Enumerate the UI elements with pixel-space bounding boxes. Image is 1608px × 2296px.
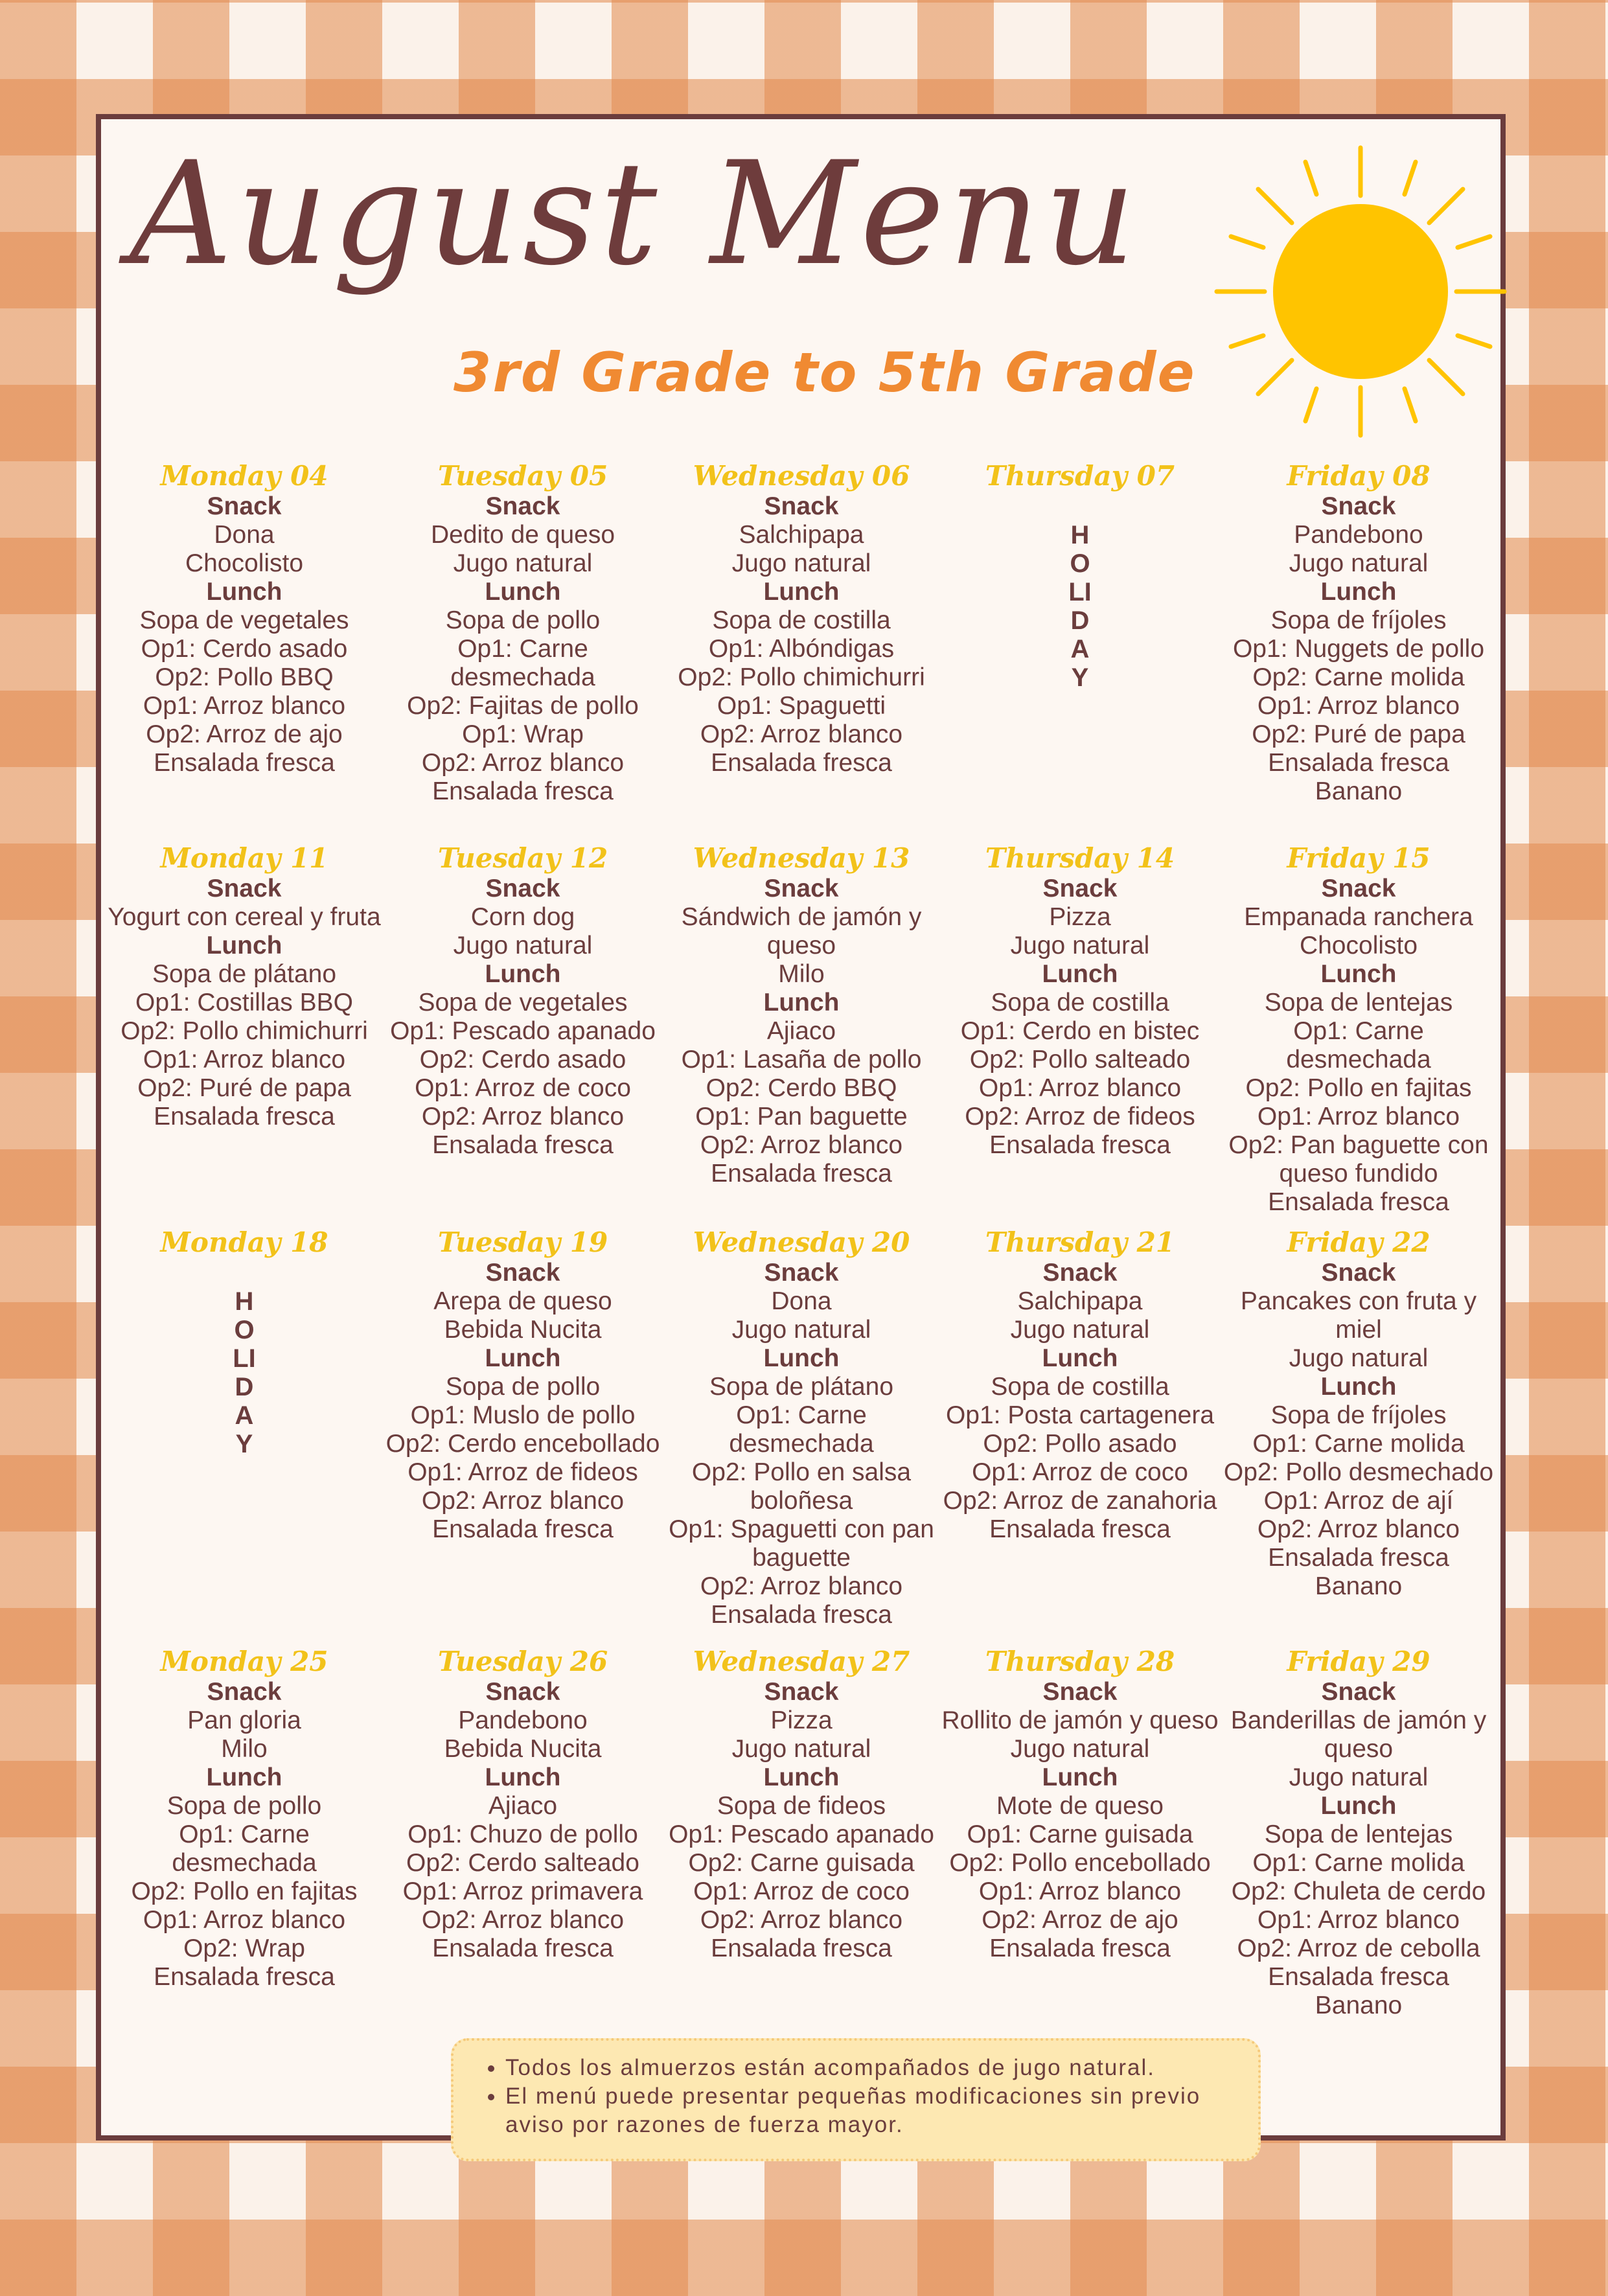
lunch-item: Op1: Carne molida	[1252, 1849, 1465, 1877]
day-name: Friday 29	[1287, 1646, 1430, 1677]
lunch-item: Op1: Nuggets de pollo	[1232, 635, 1485, 663]
lunch-item: Op1: Arroz blanco	[143, 1906, 346, 1934]
lunch-item: Op2: Pollo chimichurri	[678, 663, 925, 691]
snack-item: Salchipapa	[739, 521, 864, 549]
lunch-item: Sopa de fideos	[717, 1792, 886, 1820]
snack-item: Empanada ranchera	[1244, 903, 1473, 931]
snack-heading: Snack	[1321, 1678, 1396, 1706]
day-name: Tuesday 05	[437, 460, 608, 492]
lunch-item: Op1: Carne desmechada	[729, 1401, 874, 1458]
lunch-item: Sopa de vegetales	[139, 606, 349, 634]
lunch-item: Op1: Muslo de pollo	[410, 1401, 636, 1429]
lunch-item: Op2: Pan baguette con queso fundido	[1228, 1131, 1489, 1188]
lunch-item: Op1: Posta cartagenera	[945, 1401, 1215, 1429]
snack-item: Dedito de queso	[430, 521, 615, 549]
day-name: Friday 15	[1287, 842, 1430, 874]
lunch-item: Op2: Pollo desmechado	[1223, 1458, 1494, 1486]
note-item: • Todos los almuerzos están acompañados de jugo natural.	[505, 2054, 1239, 2082]
lunch-item: Op1: Arroz blanco	[1257, 1103, 1460, 1131]
lunch-item: Op2: Carne guisada	[688, 1849, 915, 1877]
lunch-item: Op1: Arroz de coco	[415, 1074, 631, 1102]
lunch-heading: Lunch	[485, 960, 561, 988]
lunch-item: Op2: Arroz blanco	[421, 1487, 625, 1515]
snack-item: Rollito de jamón y queso	[941, 1706, 1219, 1734]
lunch-heading: Lunch	[1320, 578, 1397, 606]
lunch-item: Op2: Arroz de cebolla	[1237, 1934, 1480, 1962]
snack-item: Jugo natural	[1010, 1735, 1150, 1763]
lunch-item: Ensalada fresca	[154, 1103, 335, 1131]
snack-heading: Snack	[485, 1259, 560, 1287]
lunch-item: Op2: Puré de papa	[1252, 720, 1465, 748]
lunch-item: Op1: Arroz primavera	[402, 1877, 643, 1905]
lunch-heading: Lunch	[763, 1763, 840, 1791]
lunch-item: Op1: Spaguetti con pan baguette	[669, 1515, 934, 1572]
day-cell	[384, 1646, 662, 1963]
lunch-heading: Lunch	[485, 578, 561, 606]
snack-item: Milo	[221, 1735, 268, 1763]
lunch-item: Ensalada fresca	[1268, 749, 1449, 777]
note-item: • El menú puede presentar pequeñas modificaciones sin previo aviso por razones de fuerza mayor.	[505, 2082, 1239, 2139]
day-cell	[662, 460, 941, 777]
lunch-item: Op1: Arroz blanco	[1257, 1906, 1460, 1934]
snack-item: Jugo natural	[1010, 932, 1150, 959]
day-name: Wednesday 06	[693, 460, 910, 492]
lunch-item: Op2: Arroz de ajo	[982, 1906, 1178, 1934]
lunch-item: Ensalada fresca	[711, 1160, 892, 1188]
snack-item: Chocolisto	[1299, 932, 1418, 959]
snack-heading: Snack	[485, 492, 560, 520]
lunch-heading: Lunch	[1042, 960, 1118, 988]
day-name: Monday 25	[160, 1646, 328, 1677]
lunch-item: Op2: Pollo BBQ	[155, 663, 334, 691]
lunch-item: Sopa de pollo	[167, 1792, 322, 1820]
lunch-item: Op2: Arroz blanco	[700, 1572, 903, 1600]
snack-item: Arepa de queso	[433, 1287, 612, 1315]
holiday-label: HOLIDAY	[1068, 521, 1092, 692]
lunch-item: Sopa de fríjoles	[1270, 1401, 1447, 1429]
lunch-item: Sopa de fríjoles	[1270, 606, 1447, 634]
lunch-item: Ensalada fresca	[154, 1963, 335, 1991]
lunch-item: Op1: Arroz de ají	[1263, 1487, 1454, 1515]
snack-item: Pizza	[1049, 903, 1111, 931]
lunch-item: Op2: Pollo en salsa boloñesa	[691, 1458, 912, 1515]
snack-heading: Snack	[207, 492, 282, 520]
page-title: August Menu	[130, 131, 1140, 297]
lunch-item: Op2: Pollo asado	[983, 1430, 1177, 1458]
lunch-item: Op2: Pollo encebollado	[949, 1849, 1211, 1877]
snack-item: Yogurt con cereal y fruta	[108, 903, 381, 931]
day-cell	[1219, 460, 1498, 806]
snack-heading: Snack	[207, 1678, 282, 1706]
lunch-item: Op2: Arroz blanco	[700, 1906, 903, 1934]
snack-item: Dona	[214, 521, 275, 549]
lunch-item: Op1: Cerdo asado	[141, 635, 348, 663]
lunch-item: Ensalada fresca	[432, 777, 614, 805]
lunch-item: Sopa de vegetales	[418, 989, 628, 1016]
lunch-item: Op1: Costillas BBQ	[135, 989, 353, 1016]
snack-item: Jugo natural	[1289, 1763, 1429, 1791]
lunch-item: Op1: Arroz blanco	[1257, 692, 1460, 720]
lunch-item: Op1: Albóndigas	[708, 635, 895, 663]
snack-item: Corn dog	[470, 903, 575, 931]
day-cell	[941, 842, 1219, 1160]
lunch-item: Op2: Fajitas de pollo	[407, 692, 639, 720]
lunch-item: Op1: Arroz de fideos	[408, 1458, 638, 1486]
snack-item: Dona	[771, 1287, 832, 1315]
lunch-item: Op2: Cerdo encebollado	[385, 1430, 660, 1458]
lunch-item: Op2: Arroz de fideos	[965, 1103, 1195, 1131]
day-cell	[384, 842, 662, 1160]
snack-item: Jugo natural	[453, 932, 593, 959]
lunch-item: Sopa de costilla	[991, 1373, 1169, 1401]
lunch-item: Banano	[1315, 1992, 1403, 2019]
lunch-item: Op1: Lasaña de pollo	[681, 1046, 922, 1073]
snack-heading: Snack	[485, 1678, 560, 1706]
holiday-label: HOLIDAY	[233, 1287, 256, 1458]
snack-heading: Snack	[1042, 1259, 1118, 1287]
day-name: Monday 11	[160, 842, 328, 874]
day-name: Friday 22	[1287, 1226, 1430, 1258]
lunch-item: Op1: Arroz de coco	[972, 1458, 1188, 1486]
day-cell	[1219, 1646, 1498, 2020]
lunch-item: Sopa de pollo	[445, 606, 601, 634]
lunch-item: Op2: Pollo en fajitas	[131, 1877, 358, 1905]
lunch-heading: Lunch	[485, 1763, 561, 1791]
sun-icon	[1212, 143, 1510, 441]
notes-box	[451, 2038, 1261, 2161]
lunch-item: Op2: Arroz blanco	[700, 1131, 903, 1159]
snack-heading: Snack	[764, 1678, 839, 1706]
snack-heading: Snack	[207, 875, 282, 902]
lunch-heading: Lunch	[206, 578, 282, 606]
day-cell	[1219, 1226, 1498, 1601]
lunch-item: Op1: Arroz de coco	[693, 1877, 910, 1905]
lunch-item: Op2: Cerdo salteado	[406, 1849, 639, 1877]
day-cell	[105, 1226, 384, 1458]
lunch-item: Op1: Arroz blanco	[143, 1046, 346, 1073]
day-cell	[384, 1226, 662, 1544]
lunch-item: Ensalada fresca	[1268, 1963, 1449, 1991]
lunch-item: Ensalada fresca	[1268, 1544, 1449, 1572]
lunch-item: Ajiaco	[766, 1017, 836, 1045]
snack-item: Jugo natural	[1289, 1344, 1429, 1372]
lunch-item: Op1: Carne desmechada	[172, 1820, 317, 1877]
day-name: Tuesday 19	[437, 1226, 608, 1258]
lunch-item: Op2: Arroz blanco	[1257, 1515, 1460, 1543]
snack-item: Bebida Nucita	[444, 1316, 602, 1344]
lunch-item: Op1: Pescado apanado	[669, 1820, 934, 1848]
lunch-item: Ensalada fresca	[432, 1131, 614, 1159]
day-cell	[662, 842, 941, 1188]
lunch-item: Op1: Cerdo en bistec	[960, 1017, 1200, 1045]
snack-heading: Snack	[764, 1259, 839, 1287]
lunch-item: Op2: Arroz de zanahoria	[943, 1487, 1217, 1515]
lunch-item: Op1: Pan baguette	[695, 1103, 908, 1131]
lunch-heading: Lunch	[1320, 1792, 1397, 1820]
lunch-item: Op1: Chuzo de pollo	[408, 1820, 638, 1848]
lunch-item: Sopa de lentejas	[1264, 1820, 1453, 1848]
lunch-item: Op2: Arroz de ajo	[146, 720, 343, 748]
snack-item: Pandebono	[1294, 521, 1423, 549]
lunch-item: Op2: Chuleta de cerdo	[1231, 1877, 1486, 1905]
day-cell	[1219, 842, 1498, 1217]
day-name: Tuesday 26	[437, 1646, 608, 1677]
lunch-heading: Lunch	[1042, 1344, 1118, 1372]
lunch-item: Ensalada fresca	[432, 1515, 614, 1543]
lunch-item: Ensalada fresca	[711, 1934, 892, 1962]
lunch-item: Ensalada fresca	[1268, 1188, 1449, 1216]
day-cell	[105, 842, 384, 1131]
snack-item: Pan gloria	[187, 1706, 301, 1734]
lunch-item: Ensalada fresca	[711, 749, 892, 777]
lunch-item: Op1: Carne desmechada	[1286, 1017, 1431, 1073]
lunch-heading: Lunch	[763, 989, 840, 1016]
day-cell	[105, 460, 384, 777]
day-cell	[384, 460, 662, 806]
lunch-item: Sopa de pollo	[445, 1373, 601, 1401]
lunch-item: Op1: Arroz blanco	[978, 1877, 1182, 1905]
lunch-item: Op2: Wrap	[183, 1934, 305, 1962]
lunch-item: Ensalada fresca	[989, 1934, 1171, 1962]
lunch-item: Mote de queso	[996, 1792, 1164, 1820]
snack-heading: Snack	[485, 875, 560, 902]
day-name: Thursday 21	[985, 1226, 1175, 1258]
day-cell	[662, 1646, 941, 1963]
lunch-item: Op1: Pescado apanado	[390, 1017, 656, 1045]
snack-item: Jugo natural	[1289, 549, 1429, 577]
lunch-item: Sopa de plátano	[152, 960, 337, 988]
snack-item: Bebida Nucita	[444, 1735, 602, 1763]
lunch-item: Sopa de costilla	[712, 606, 891, 634]
day-name: Monday 04	[160, 460, 328, 492]
day-name: Monday 18	[160, 1226, 328, 1258]
lunch-item: Op1: Arroz blanco	[978, 1074, 1182, 1102]
day-name: Thursday 14	[985, 842, 1175, 874]
snack-item: Jugo natural	[731, 549, 871, 577]
day-name: Wednesday 20	[693, 1226, 910, 1258]
lunch-heading: Lunch	[206, 1763, 282, 1791]
snack-item: Chocolisto	[185, 549, 304, 577]
lunch-item: Op2: Pollo en fajitas	[1245, 1074, 1472, 1102]
day-cell	[105, 1646, 384, 1992]
snack-item: Jugo natural	[731, 1735, 871, 1763]
snack-item: Milo	[778, 960, 825, 988]
lunch-item: Op1: Arroz blanco	[143, 692, 346, 720]
snack-heading: Snack	[764, 492, 839, 520]
lunch-heading: Lunch	[206, 932, 282, 959]
lunch-item: Op2: Arroz blanco	[421, 1103, 625, 1131]
lunch-heading: Lunch	[1320, 1373, 1397, 1401]
snack-item: Salchipapa	[1017, 1287, 1143, 1315]
page-subtitle: 3rd Grade to 5th Grade	[454, 341, 1196, 404]
lunch-item: Ajiaco	[488, 1792, 558, 1820]
lunch-heading: Lunch	[763, 1344, 840, 1372]
lunch-item: Ensalada fresca	[432, 1934, 614, 1962]
lunch-item: Op2: Arroz blanco	[421, 749, 625, 777]
day-name: Thursday 28	[985, 1646, 1175, 1677]
lunch-heading: Lunch	[485, 1344, 561, 1372]
snack-item: Pancakes con fruta y miel	[1240, 1287, 1477, 1344]
lunch-item: Op1: Wrap	[462, 720, 584, 748]
lunch-item: Op2: Carne molida	[1252, 663, 1465, 691]
day-name: Thursday 07	[985, 460, 1175, 492]
day-name: Tuesday 12	[437, 842, 608, 874]
snack-heading: Snack	[1321, 875, 1396, 902]
lunch-item: Op2: Arroz blanco	[700, 720, 903, 748]
snack-item: Pandebono	[458, 1706, 588, 1734]
lunch-item: Sopa de lentejas	[1264, 989, 1453, 1016]
notes-list	[479, 2054, 1239, 2139]
lunch-item: Op1: Carne guisada	[967, 1820, 1193, 1848]
lunch-item: Op2: Cerdo asado	[419, 1046, 626, 1073]
snack-item: Banderillas de jamón y queso	[1230, 1706, 1487, 1763]
snack-item: Jugo natural	[731, 1316, 871, 1344]
snack-item: Jugo natural	[453, 549, 593, 577]
lunch-heading: Lunch	[763, 578, 840, 606]
day-cell	[941, 460, 1219, 692]
lunch-item: Ensalada fresca	[989, 1131, 1171, 1159]
lunch-item: Ensalada fresca	[154, 749, 335, 777]
lunch-item: Op2: Pollo chimichurri	[121, 1017, 368, 1045]
lunch-item: Op2: Puré de papa	[137, 1074, 351, 1102]
lunch-item: Banano	[1315, 777, 1403, 805]
snack-heading: Snack	[1042, 875, 1118, 902]
snack-heading: Snack	[764, 875, 839, 902]
snack-item: Sándwich de jamón y queso	[681, 903, 922, 959]
lunch-item: Op1: Carne desmechada	[450, 635, 595, 691]
day-name: Wednesday 27	[693, 1646, 910, 1677]
lunch-item: Op1: Carne molida	[1252, 1430, 1465, 1458]
lunch-item: Op2: Arroz blanco	[421, 1906, 625, 1934]
day-name: Wednesday 13	[693, 842, 910, 874]
lunch-heading: Lunch	[1320, 960, 1397, 988]
day-cell	[941, 1646, 1219, 1963]
snack-item: Jugo natural	[1010, 1316, 1150, 1344]
lunch-heading: Lunch	[1042, 1763, 1118, 1791]
lunch-item: Ensalada fresca	[711, 1601, 892, 1629]
snack-heading: Snack	[1321, 492, 1396, 520]
day-cell	[941, 1226, 1219, 1544]
snack-heading: Snack	[1042, 1678, 1118, 1706]
snack-item: Pizza	[770, 1706, 833, 1734]
lunch-item: Op1: Spaguetti	[717, 692, 886, 720]
lunch-item: Sopa de costilla	[991, 989, 1169, 1016]
snack-heading: Snack	[1321, 1259, 1396, 1287]
lunch-item: Op2: Pollo salteado	[969, 1046, 1191, 1073]
lunch-item: Sopa de plátano	[709, 1373, 894, 1401]
lunch-item: Ensalada fresca	[989, 1515, 1171, 1543]
day-cell	[662, 1226, 941, 1629]
lunch-item: Op2: Cerdo BBQ	[706, 1074, 897, 1102]
day-name: Friday 08	[1287, 460, 1430, 492]
lunch-item: Banano	[1315, 1572, 1403, 1600]
